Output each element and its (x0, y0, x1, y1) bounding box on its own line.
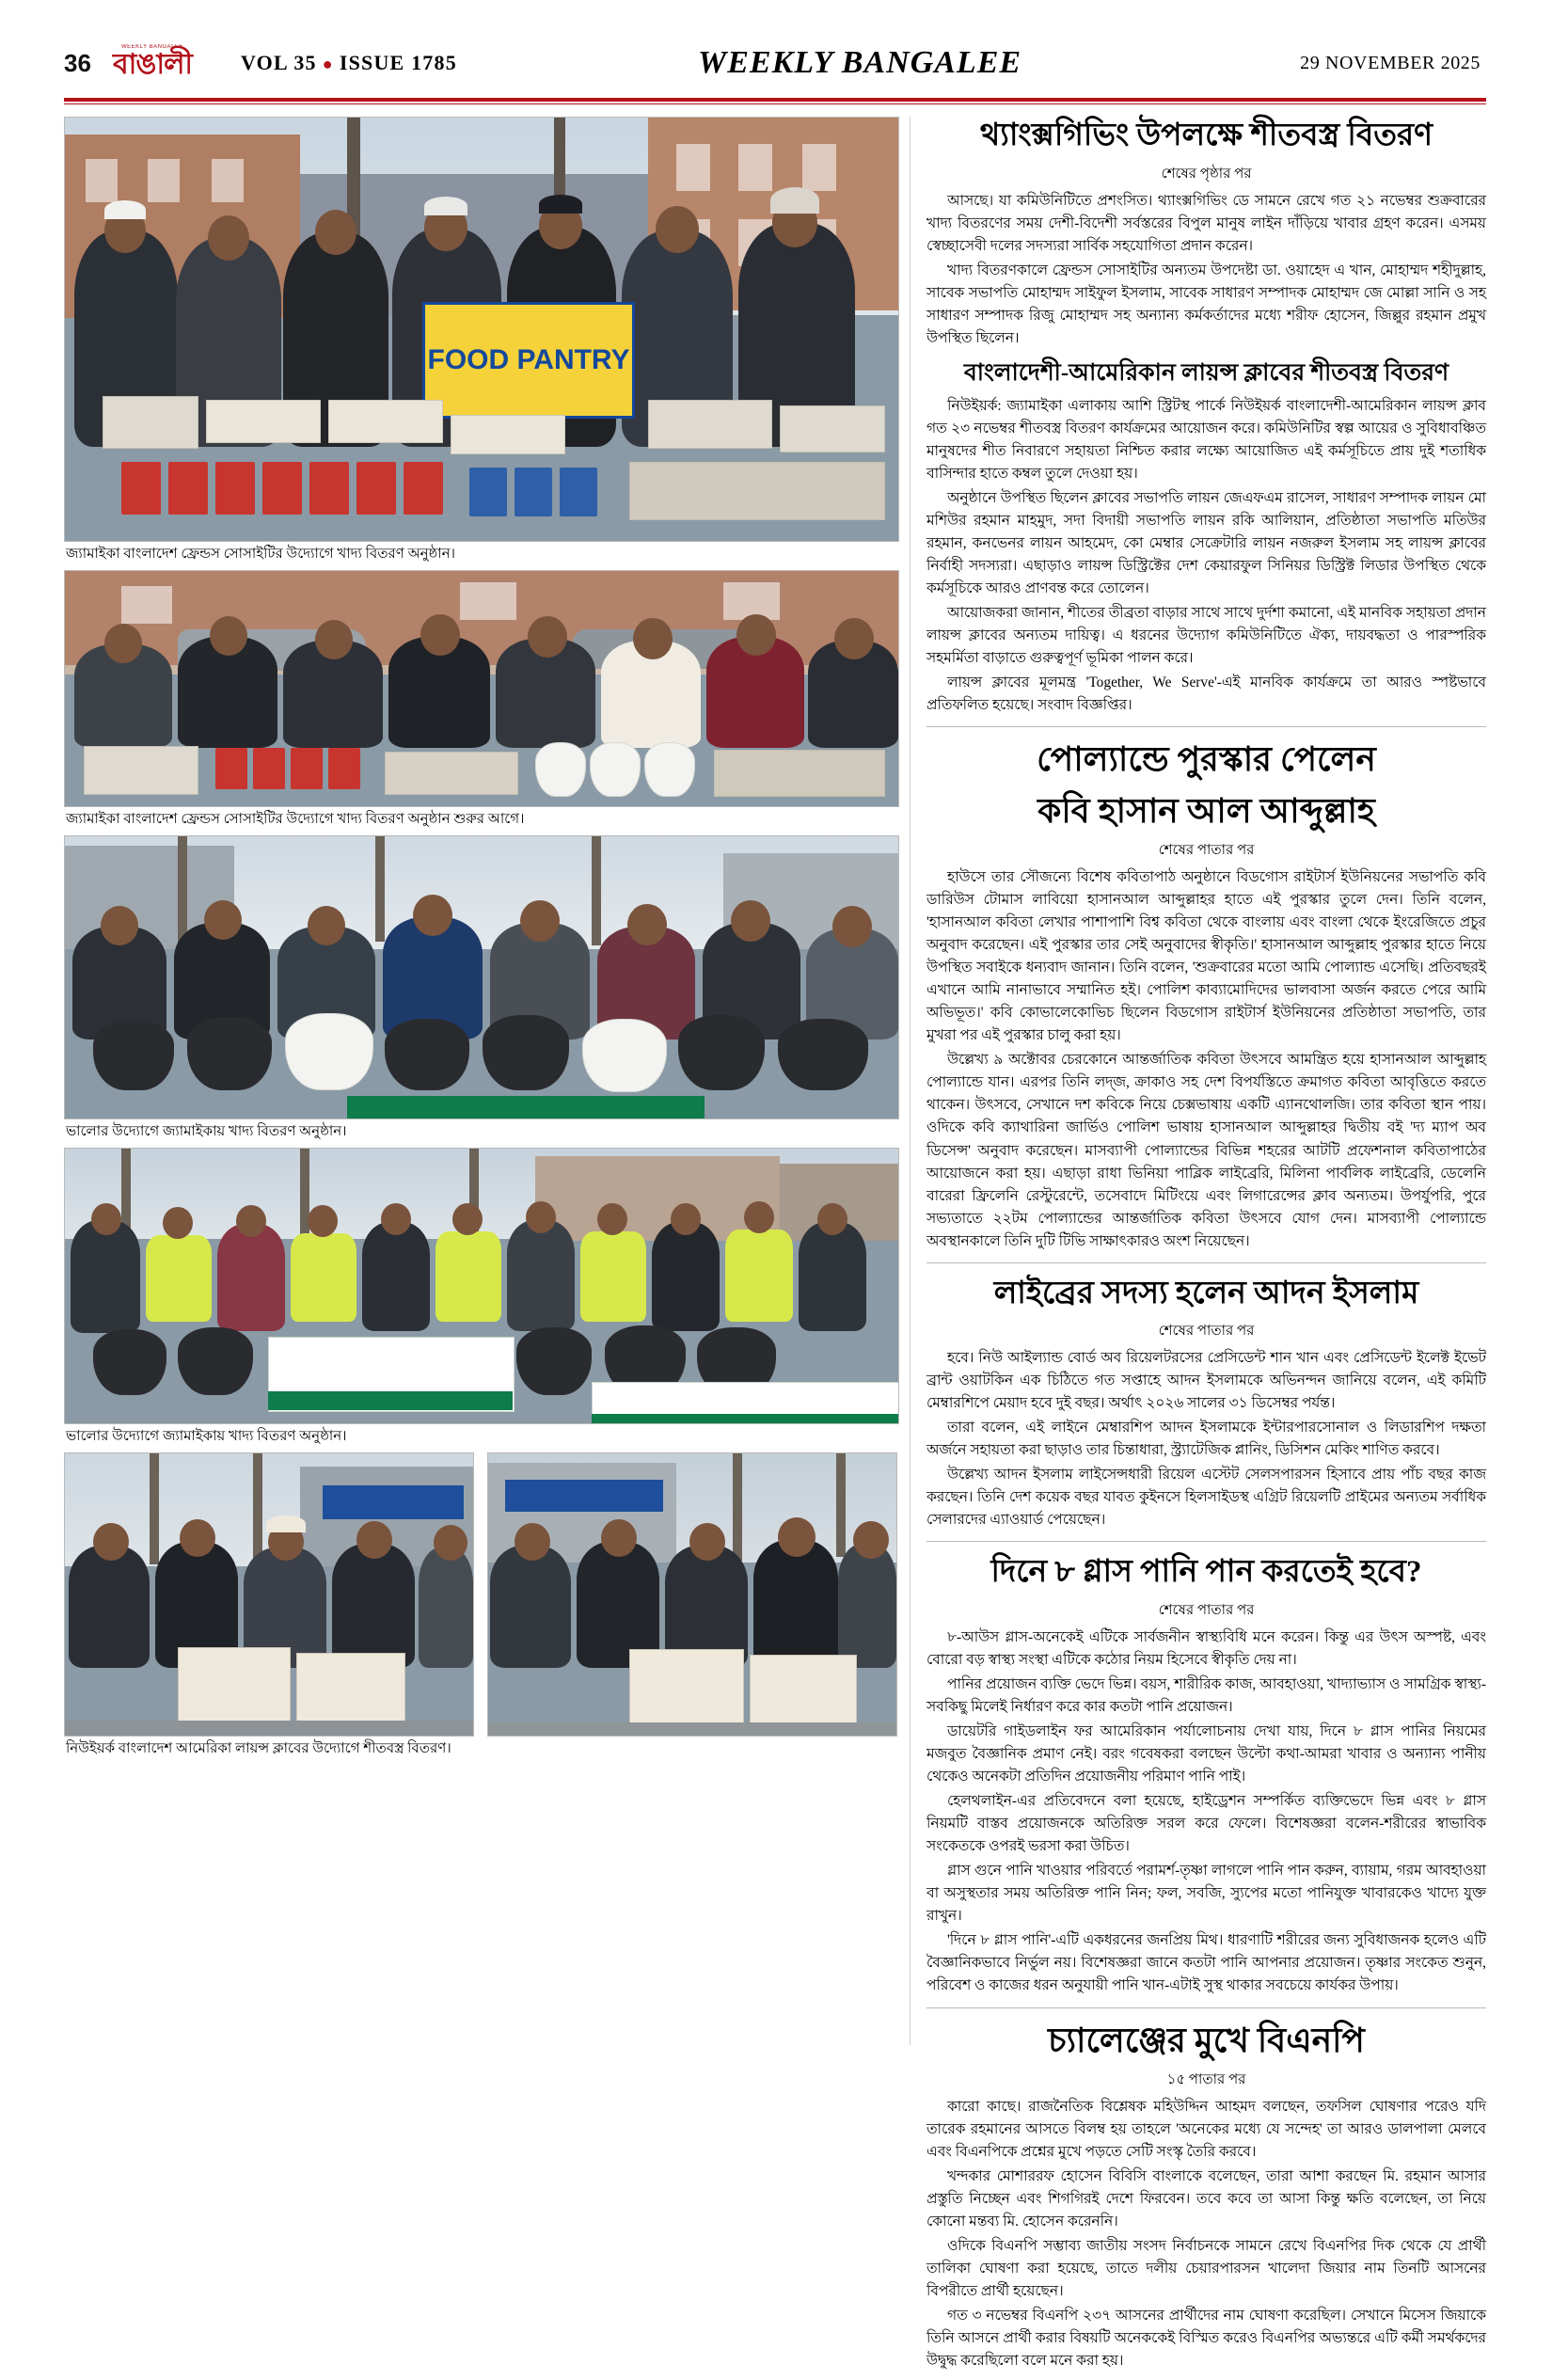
person-head (778, 1517, 816, 1557)
kufi-cap-icon (539, 195, 582, 214)
continued-note: শেষের পাতার পর (1158, 1324, 1255, 1340)
masthead-rule-thin (64, 103, 1486, 104)
publication-date: 29 NOVEMBER 2025 (1300, 52, 1481, 73)
volunteers-group-photo (64, 1148, 899, 1424)
photo-caption: জ্যামাইকা বাংলাদেশ ফ্রেন্ডস সোসাইটির উদ্যোগে খাদ্য বিতরণ অনুষ্ঠান শুরুর আগে। (66, 812, 525, 827)
paragraph: ওদিকে বিএনপি সম্ভাব্য জাতীয় সংসদ নির্বাচনকে সামনে রেখে বিএনপির দিক থেকে যে প্রার্থী তালিকা ঘোষণা করা হয়েছে, তাতে দলীয় চেয়ারপারসন খালেদা জিয়ার নাম তিনটি আসনের বিপরীতে প্রার্থী হয়েছেন। (926, 2238, 1486, 2300)
food-bag (516, 1327, 592, 1395)
person (71, 1220, 140, 1333)
safety-vest (580, 1231, 646, 1322)
logo-bangla-text: বাঙালী (112, 49, 193, 80)
window (86, 159, 118, 202)
article-lions-club (926, 357, 1486, 717)
food-box (714, 750, 885, 797)
continued-note: শেষের পৃষ্ঠার পর (1161, 166, 1252, 182)
section-divider (926, 2007, 1486, 2008)
person-head (236, 1205, 266, 1237)
photo-foreground (65, 1721, 473, 1736)
article-headline: দিনে ৮ গ্লাস পানি পান করতেই হবে? (990, 1555, 1422, 1590)
photo-caption: ভালোর উদ্যোগে জ্যামাইকায় খাদ্য বিতরণ অনুষ্ঠান। (66, 1429, 347, 1444)
banner-blue (323, 1485, 464, 1519)
safety-vest (436, 1231, 501, 1322)
canned-goods (515, 468, 552, 516)
paragraph: পানির প্রয়োজন ব্যক্তি ভেদে ভিন্ন। বয়স, শারীরিক কাজ, আবহাওয়া, খাদ্যাভ্যাস ও সামগ্রিক স্বাস্থ্য-সবকিছু মিলেই নির্ধারণ করে কার কতটা পানি প্রয়োজন। (926, 1676, 1486, 1716)
food-bag (93, 1021, 174, 1090)
food-box (648, 400, 772, 449)
person-head (689, 1523, 725, 1561)
article-body (926, 1347, 1486, 1531)
person-head (633, 618, 673, 659)
person-head (627, 904, 667, 945)
photo-block-4 (64, 1148, 901, 1447)
food-box (103, 396, 198, 449)
person-head (656, 206, 699, 253)
section-divider (926, 1541, 1486, 1542)
canned-goods (328, 748, 360, 789)
kufi-cap-icon (424, 197, 467, 215)
window (148, 159, 180, 202)
article-headline: লাইব্রের সদস্য হলেন আদন ইসলাম (993, 1276, 1419, 1310)
person (362, 1222, 430, 1331)
person-head (834, 618, 874, 659)
photo-caption: ভালোর উদ্যোগে জ্যামাইকায় খাদ্য বিতরণ অনুষ্ঠান। (66, 1124, 347, 1139)
canned-goods (469, 468, 507, 516)
person-head (308, 906, 345, 945)
window (802, 144, 836, 191)
canned-goods (215, 748, 247, 789)
article-body (926, 866, 1486, 1253)
building (535, 1156, 780, 1241)
person-head (601, 1519, 637, 1557)
beanie-icon (770, 187, 819, 214)
person-head (736, 614, 776, 656)
person-head (515, 1523, 550, 1561)
issue-label: ISSUE 1785 (339, 51, 457, 74)
food-bag (385, 1019, 469, 1090)
paper-title: WEEKLY BANGALEE (698, 45, 1022, 80)
banner-stripe (347, 1096, 705, 1119)
milk-jug (590, 742, 641, 797)
person-head (101, 906, 138, 945)
safety-vest (725, 1230, 793, 1322)
masthead (64, 36, 1486, 90)
person-head (91, 1203, 121, 1235)
article-thanksgiving (926, 115, 1486, 350)
banner-blue (505, 1480, 663, 1512)
article-headline-line-2: কবি হাসান আল আব্দুল্লাহ (1037, 791, 1375, 830)
egg-carton (206, 400, 321, 443)
paragraph: ৮-আউস গ্লাস-অনেকেই এটিকে সার্বজনীন স্বাস্থ্যবিধি মনে করেন। কিন্তু এর উৎস অস্পষ্ট, এবং বোরো বড় স্বাস্থ্য সংস্থা এটিকে কঠোর নিয়ম হিসেবে স্বীকৃতি দেয় না। (926, 1629, 1486, 1669)
photo-foreground (488, 1722, 896, 1736)
lions-club-blanket-photo (64, 1452, 474, 1737)
article-poland-award (926, 737, 1486, 1253)
food-pantry-sign (422, 302, 635, 419)
bangalee-logo (100, 44, 205, 82)
food-bag (178, 1327, 253, 1395)
food-bag-white (285, 1013, 373, 1090)
blanket-package (629, 1649, 744, 1730)
tree-trunk (253, 1453, 262, 1559)
window (738, 144, 772, 191)
person-head (434, 1525, 467, 1561)
paragraph: 'দিনে ৮ গ্লাস পানি'-এটি একধরনের জনপ্রিয় মিথ। ধারণাটি শরীরের জন্য সুবিধাজনক হলেও এটি বৈজ্ঞানিকভাবে নির্ভুল নয়। বিশেষজ্ঞরা জানে কতটা পানি আপনার প্রয়োজন। তৃষ্ণার সংকেত শুনুন, পরিবেশ ও কাজের ধরন অনুযায়ী পানি খান-এটাই সুস্থ থাকার সবচেয়ে কার্যকর উপায়। (926, 1932, 1486, 1994)
article-headline: চ্যালেঞ্জের মুখে বিএনপি (1048, 2021, 1365, 2059)
tree-trunk (836, 1453, 846, 1557)
masthead-rule (64, 98, 1486, 102)
person-head (528, 616, 567, 658)
person-head (817, 1203, 847, 1235)
egg-carton (451, 415, 565, 454)
section-divider (926, 726, 1486, 727)
person-head (308, 1205, 338, 1237)
person (799, 1222, 866, 1331)
person-head (208, 215, 249, 261)
window (121, 586, 172, 624)
photo-block-5 (64, 1452, 901, 1759)
paragraph: গ্লাস গুনে পানি খাওয়ার পরিবর্তে পরামর্শ-তৃষ্ণা লাগলে পানি পান করুন, ব্যায়াম, গরম আবহাওয়া বা অসুস্থতার সময় অতিরিক্ত পানি নিন; ফল, সবজি, স্যুপের মতো পানিযুক্ত খাবারকেও খাদ্যে যুক্ত রাখুন। (926, 1863, 1486, 1925)
canned-goods (253, 748, 285, 789)
food-distribution-table-photo (64, 570, 899, 807)
person-head (526, 1201, 556, 1233)
paragraph: হেলথলাইন-এর প্রতিবেদনে বলা হয়েছে, হাইড্রেশন সম্পর্কিত ব্যক্তিভেদে ভিন্ন এবং ৮ গ্লাস নিয়মটি বাস্তব প্রয়োজনকে অতিরিক্ত সরল করে ফেলে। বিশেষজ্ঞরা বলেন-শরীরের স্বাভাবিক সংকেতকে ওপরই ভরসা করা উচিত। (926, 1793, 1486, 1855)
photo-block-1 (64, 117, 901, 564)
food-bag (678, 1015, 765, 1090)
food-bag (778, 1019, 868, 1090)
paragraph: আয়োজকরা জানান, শীতের তীব্রতা বাড়ার সাথে সাথে দুর্দশা কমানো, এই মানবিক সহায়তা প্রদান লায়ন্স ক্লাবের অন্যতম দায়িত্ব। এ ধরনের উদ্যোগ কমিউনিটিতে ঐক্য, দায়বদ্ধতা ও পারস্পরিক সহমর্মিতা বাড়াতে গুরুত্বপূর্ণ ভূমিকা পালন করে। (926, 604, 1486, 666)
paragraph: গত ৩ নভেম্বর বিএনপি ২৩৭ আসনের প্রার্থীদের নাম ঘোষণা করেছিল। সেখানে মিসেস জিয়াকে তিনি আসনে প্রার্থী করার বিষয়টি অনেককেই বিস্মিত করেও বিএনপির অভ্যন্তরে এটি কর্মী সমর্থকদের উদ্বুদ্ধ করেছিলো বলে মনে করা হয়। (926, 2308, 1486, 2370)
person-head (520, 900, 560, 942)
canned-goods (404, 462, 443, 515)
person-head (180, 1519, 215, 1557)
tree-trunk (150, 1453, 159, 1564)
person-head (853, 1521, 889, 1559)
volume-label: VOL 35 (241, 51, 317, 74)
person (838, 1544, 896, 1668)
continued-note: ১৫ পাতার পর (1166, 2072, 1246, 2088)
person-head (452, 1203, 483, 1235)
article-adan-islam (926, 1273, 1486, 1532)
food-pantry-group-photo (64, 117, 899, 542)
canned-goods (309, 462, 349, 515)
canned-goods (168, 462, 208, 515)
person (69, 1546, 150, 1668)
paragraph: খন্দকার মোশাররফ হোসেন বিবিসি বাংলাকে বলেছেন, তারা আশা করছেন মি. রহমান আসার প্রস্তুতি নিচ্ছেন এবং শিগগিরই দেশে ফিরবেন। তবে কবে তা আসা কিন্তু ক্ষতি বলেছেন, তা নিয়ে কোনো মন্তব্য মি. হোসেন করেননি। (926, 2168, 1486, 2230)
paragraph: উল্লেখ্য ৯ অক্টোবর চেরকোনে আন্তর্জাতিক কবিতা উৎসবে আমন্ত্রিত হয়ে হাসানআল আব্দুল্লাহ পোল্যান্ডে যান। এরপর তিনি লদ্‌জ, ক্রাকাও সহ দেশ বিপর্যস্তিতে ক্রমাগত কবিতা আবৃত্তিতে করতে থাকেন। উৎসবে, সেখানে দশ কবিকে নিয়ে চেক্সভাষায় একটি এ্যানথোলজি। তার কবিতা স্থান পায়। ওদিকে কবি ক্যাথারিনা জার্ভিও পোলিশ ভাষায় হাসানআল আব্দুল্লাহর দ্বিতীয় বই 'দ্য ম্যাপ অব ডিসেন্স' অনুবাদ করেছেন। মাসব্যাপী পোল্যান্ডের বিভিন্ন শহরের আটটি প্রফেশনাল কবিতাপাঠের আয়োজনে করা হয়। এছাড়া রাধা ভিনিয়া পাব্লিক লাইব্রেরি, মিলিনা পার্বলিক লাইব্রেরি, ডেলেনি বারেরা ফ্রিলেনি রেস্টুরেন্টে, তসেবাদে মিটিংয়ে এবং লিগারেন্সের ক্লাব অন্যতম। উপর্যুপরি, পুরে সভ্যতাতে ২২টম পোল্যান্ডের আন্তর্জাতিক কবিতা উৎসবে যোগ দেন। মাসব্যাপী পোল্যান্ডে অবস্থানকালে তিনি দুটি টিভি সাক্ষাৎকারও অংশ নিয়েছেন। (926, 1052, 1486, 1249)
paragraph: হাউসে তার সৌজন্যে বিশেষ কবিতাপাঠ অনুষ্ঠানে বিডগোস রাইটার্স ইউনিয়নের সভাপতি কবি ডারিউস টোমাস লাবিয়ো হাসানআল আব্দুল্লাহর হাতে এই পুরস্কার তুলে দেন। তিনি বলেন, 'হাসানআল কবিতা লেখার পাশাপাশি বিশ্ব কবিতা থেকে বাংলায় এবং বাংলা থেকে ইংরেজিতে প্রচুর অনুবাদ করেছেন। এই পুরস্কার তার সেই অনুবাদের স্বীকৃতি।' হাসানআল আব্দুল্লাহ পুরস্কার হাতে নিয়ে উপস্থিত সবাইকে ধন্যবাদ জানান। তিনি বলেন, 'শুক্রবারের মতো আমি পোল্যান্ড এসেছি। প্রতিবছরই এখানে আমি নানাভাবে সম্মানিত হই। পোলিশ কাব্যামোদিদের ভালবাসা অর্জন করতে পেরে আমি অভিভূত।' কবি কোভালেকোভিচ ছিলেন বিডগোস রাইটার্স ইউনিয়নের প্রতিষ্ঠাতা সভাপতি, তার মুখরা পর এই পুরস্কার চালু করা হয়। (926, 869, 1486, 1044)
person-head (744, 1201, 774, 1233)
person-head (420, 614, 460, 656)
person-head (93, 1523, 129, 1561)
column-divider (910, 117, 911, 2045)
egg-carton (328, 400, 443, 443)
blanket-package (750, 1655, 857, 1730)
kufi-cap-icon (104, 200, 146, 219)
article-body (926, 1626, 1486, 1998)
person-head (204, 900, 242, 940)
person-head (381, 1203, 411, 1235)
safety-vest (146, 1235, 212, 1322)
person (419, 1547, 473, 1668)
person-head (671, 1203, 701, 1235)
canned-goods (215, 462, 255, 515)
food-box (84, 746, 198, 795)
blanket-package (178, 1647, 291, 1728)
article-headline: থ্যাংক্সগিভিং উপলক্ষে শীতবস্ত্র বিতরণ (979, 119, 1433, 152)
canned-goods (356, 462, 396, 515)
article-bnp-challenge (926, 2018, 1486, 2373)
tree-trunk (592, 836, 601, 945)
person-head (104, 624, 142, 663)
person-head (832, 906, 872, 947)
continued-note: শেষের পাতার পর (1158, 1603, 1255, 1619)
milk-jug (644, 742, 695, 797)
paragraph: লায়ন্স ক্লাবের মূলমন্ত্র 'Together, We Serve'-এই মানবিক কার্যক্রমে তা আরও স্পষ্টভাবে প্রতিফলিত হয়েছে। সংবাদ বিজ্ঞপ্তির। (926, 674, 1486, 713)
person-head (731, 900, 770, 942)
paragraph: খাদ্য বিতরণকালে ফ্রেন্ডস সোসাইটির অন্যতম উপদেষ্টা ডা. ওয়াহেদ এ খান, মোহাম্মদ শহীদুল্লাহ, সাবেক সভাপতি মোহাম্মদ সাইফুল ইসলাম, সাবেক সাধারণ সম্পাদক মোহাম্মদ জে মোল্লা সানি ও সহ সাধারণ সম্পাদক রিজু মোহাম্মদ সহ অন্যান্য কর্মকর্তাদের মধ্যে শরীফ হোসেন, জিল্লুর রহমান প্রমুখ উপস্থিত ছিলেন। (926, 262, 1486, 346)
article-headline-line-1: পোল্যান্ডে পুরস্কার পেলেন (1037, 739, 1376, 778)
person (507, 1220, 575, 1331)
person-head (315, 210, 356, 255)
photo-caption: জ্যামাইকা বাংলাদেশ ফ্রেন্ডস সোসাইটির উদ্যোগে খাদ্য বিতরণ অনুষ্ঠান। (66, 547, 455, 562)
article-body (926, 2096, 1486, 2372)
person-head (413, 895, 452, 936)
person-head (210, 616, 247, 656)
paragraph: হবে। নিউ আইল্যান্ড বোর্ড অব রিয়েলটরসের প্রেসিডেন্ট শান খান এবং প্রেসিডেন্ট ইলেক্ট ইভেট ব্রান্ট ওয়াটকিন এক চিঠিতে গত সপ্তাহে আদন ইসলামকে অভিনন্দন জানিয়ে বলেন, এই কমিটি মেম্বারশিপে মেয়াদ হবে দুই বছর। অর্থাৎ ২০২৬ সালের ৩১ ডিসেম্বর পর্যন্ত। (926, 1350, 1486, 1412)
article-headline: বাংলাদেশী-আমেরিকান লায়ন্স ক্লাবের শীতবস্ত্র বিতরণ (963, 359, 1449, 386)
food-bag (187, 1017, 272, 1090)
canned-goods (560, 468, 597, 516)
banner-stripe (268, 1391, 513, 1410)
person (490, 1546, 571, 1668)
photo-block-3 (64, 835, 901, 1142)
food-pantry-sign-text: FOOD PANTRY (427, 344, 630, 376)
person-head (597, 1203, 627, 1235)
person-head (163, 1207, 193, 1239)
canned-goods (291, 748, 323, 789)
paragraph: কারো কাছে। রাজনৈতিক বিশ্লেষক মহিউদ্দিন আহমদ বলছেন, তফসিল ঘোষণার পরেও যদি তারেক রহমানের আসতে বিলম্ব হয় তাহলে 'অনেকের মধ্যে যে সন্দেহ' তা আরও ডালপালা মেলবে এবং বিএনপিকে প্রশ্নের মুখে পড়তে সেটি সংস্কৃ তৈরি করবে। (926, 2099, 1486, 2161)
logo-top-line: WEEKLY BANGALEE (121, 44, 183, 50)
food-bag (483, 1015, 569, 1090)
article-body (926, 395, 1486, 717)
article-water-glasses (926, 1551, 1486, 1997)
window (460, 582, 516, 620)
food-bag (93, 1329, 166, 1395)
canned-goods (262, 462, 302, 515)
bullet-icon: ● (322, 55, 334, 73)
paragraph: অনুষ্ঠানে উপস্থিত ছিলেন ক্লাবের সভাপতি লায়ন জেএফএম রাসেল, সাধারণ সম্পাদক লায়ন মো মশিউর রহমান মাহমুদ, সদা বিদায়ী সভাপতি লায়ন রকি আলিয়ান, প্রতিষ্ঠাতা সভাপতি মতিউর রহমান, কনভেনর লায়ন আহমেদ, কো মেম্বার সেক্রেটারি লায়ন নজরুল ইসলাম সহ লায়ন্স ক্লাবের নির্বাহী সদস্যরা। এছাড়াও লায়ন্স ডিস্ট্রিক্টের দেশ কেয়ারফুল সিনিয়র ডিস্ট্রিক্ট লিডার উপস্থিত থেকে কর্মসূচিকে আরও প্রাণবন্ত করে তোলেন। (926, 489, 1486, 596)
safety-vest (291, 1233, 356, 1322)
person (332, 1544, 415, 1668)
cap-icon (266, 1515, 306, 1532)
window (212, 159, 244, 202)
section-divider (926, 1262, 1486, 1263)
text-column (926, 115, 1486, 2380)
food-box (780, 405, 885, 452)
paragraph: উল্লেখ্য আদন ইসলাম লাইসেন্সধারী রিয়েল এস্টেট সেলসপারসন হিসাবে প্রায় পাঁচ বছর কাজ করছেন। তিনি দেশ কয়েক বছর যাবত কুইনসে হিলসাইডস্থ এগ্রিট রিয়েলটি প্রাইমের অন্যতম সর্বাধিক সেলারদের এ্যাওয়ার্ড পেয়েছেন। (926, 1467, 1486, 1529)
photo-block-2 (64, 570, 901, 830)
milk-jug (535, 742, 586, 797)
food-box (629, 462, 885, 520)
bhaler-food-distribution-photo (64, 835, 899, 1119)
person-head (315, 620, 353, 659)
canned-goods (121, 462, 161, 515)
blanket-package (296, 1653, 405, 1730)
window (676, 144, 710, 191)
photo-column (64, 117, 901, 1765)
paragraph: আসছে। যা কমিউনিটিতে প্রশংসিত। থ্যাংক্সগিভিং ডে সামনে রেখে গত ২১ নভেম্বর শুক্রবারের খাদ্য বিতরণের সময় দেশী-বিদেশী সর্বস্তরের বিপুল মানুষ লাইন দাঁড়িয়ে খাবার গ্রহণ করেন। এসময় স্বেচ্ছাসেবী দলের সদস্যরা সার্বিক সহযোগিতা প্রদান করেন। (926, 192, 1486, 254)
lions-club-blanket-photo-2 (487, 1452, 897, 1737)
continued-note: শেষের পাতার পর (1158, 843, 1255, 859)
person-head (356, 1521, 392, 1559)
article-body (926, 190, 1486, 350)
photo-caption: নিউইয়র্ক বাংলাদেশ আমেরিকা লায়ন্স ক্লাবের উদ্যোগে শীতবস্ত্র বিতরণ। (66, 1741, 451, 1756)
food-box (385, 752, 518, 795)
tree-trunk (375, 836, 385, 942)
page-number: 36 (64, 48, 91, 77)
person (753, 1540, 838, 1668)
paragraph: নিউইয়র্ক: জ্যামাইকা এলাকায় আশি স্ট্রিটস্থ পার্কে নিউইয়র্ক বাংলাদেশী-আমেরিকান লায়ন্স ক্লাব গত ২৩ নভেম্বর শীতবস্ত্র বিতরণ কার্যক্রমের আয়োজন করে। কমিউনিটির স্বল্প আয়ের ও সুবিধাবঞ্চিত মানুষদের শীত নিবারণে সহায়তা নিশ্চিত করার লক্ষ্যে আয়োজিত এই কর্মসূচিতে প্রায় দুই শতাধিক বাসিন্দার হাতে কম্বল তুলে দেওয়া হয়। (926, 397, 1486, 482)
person (652, 1222, 720, 1331)
paragraph: ডায়েটরি গাইডলাইন ফর আমেরিকান পর্যালোচনায় দেখা যায়, দিনে ৮ গ্লাস পানির নিয়মের মজবুত বৈজ্ঞানিক প্রমাণ নেই। বরং গবেষকরা বলছেন উল্টো কথা-আমরা খাবার ও অন্যান্য পানীয় থেকেও অনেকটা প্রতিদিন প্রয়োজনীয় পরিমাণ পানি পাই। (926, 1723, 1486, 1785)
banner-stripe (592, 1414, 898, 1423)
paragraph: তারা বলেন, এই লাইনে মেম্বারশিপ আদন ইসলামকে ইন্টারপারসোনাল ও লিডারশিপ দক্ষতা অর্জনে সহায়তা করা ছাড়াও তার চিন্তাধারা, স্ট্র্যাটেজিক প্লানিং, ডিসিশন মেকিং শাণিত করবে। (926, 1420, 1486, 1459)
tree-trunk (733, 1453, 742, 1561)
food-bag-white (582, 1019, 667, 1092)
person (217, 1224, 285, 1331)
